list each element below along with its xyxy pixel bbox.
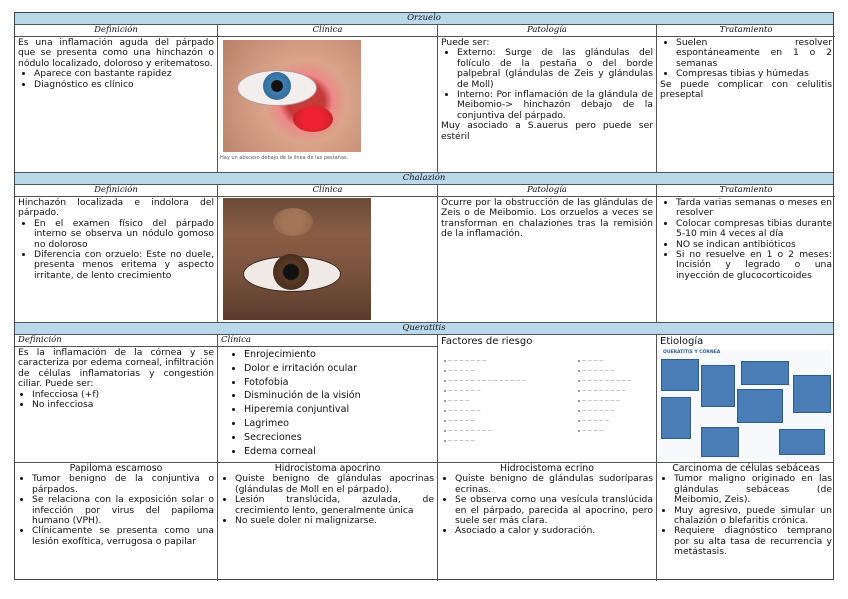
- etiologia-title: Etiología: [660, 336, 704, 347]
- tumor-cell-hidrocistoma-ecrino: [438, 463, 657, 581]
- orzuelo-tratamiento-cell: [657, 25, 835, 172]
- tumor-cell-papiloma: [15, 463, 218, 581]
- chalazion-definicion-text: [15, 197, 217, 282]
- factores-riesgo-title: Factores de riesgo: [441, 336, 533, 347]
- section-band-chalazion: Chalazión: [15, 173, 833, 185]
- chalazion-patologia-cell: [438, 185, 657, 322]
- orzuelo-clinica-header: Clínica: [218, 25, 437, 37]
- tumor-item: • Se observa como una vesícula translúcida en el párpado, parecida al apocrino, pero suele ser más clara.: [455, 495, 653, 526]
- tumor-text: [15, 463, 217, 548]
- chalazion-tratamiento-text: [657, 197, 835, 282]
- section-band-queratitis: Queratitis: [15, 323, 833, 335]
- chalazion-row: [15, 185, 833, 323]
- chalazion-tratamiento-item: • NO se indican antibióticos: [676, 240, 832, 250]
- etiologia-box: [737, 389, 783, 423]
- queratitis-definicion-header: Definición: [15, 335, 217, 347]
- tumor-item: • Requiere diagnóstico temprano por su alta tasa de recurrencia y metástasis.: [674, 526, 832, 557]
- queratitis-definicion-intro: Es la inflamación de la córnea y se caracteriza por edema corneal, infiltración de células inflamatorias y congestión ciliar. Puede ser:: [18, 347, 214, 390]
- orzuelo-patologia-outro: Muy asociado a S.auerus pero puede ser estéril: [441, 120, 653, 142]
- tumor-item: • Lesión translúcida, azulada, de crecimiento lento, generalmente única: [235, 495, 434, 516]
- etiologia-box: [701, 365, 735, 407]
- orzuelo-patologia-item: • Externo: Surge de las glándulas del folículo de la pestaña o del borde palpebral (glándulas de Zeis y glándulas de Moll): [457, 48, 653, 90]
- etiologia-box: [741, 361, 789, 385]
- orzuelo-row: [15, 25, 833, 173]
- stye-eye-photo: [223, 40, 361, 152]
- orzuelo-definicion-cell: [15, 25, 218, 172]
- tumor-item: • Clínicamente se presenta como una lesión exofítica, verrugosa o papilar: [32, 526, 214, 547]
- tumor-item: • Tumor benigno de la conjuntiva o párpados.: [32, 474, 214, 495]
- chalazion-tratamiento-cell: [657, 185, 835, 322]
- orzuelo-tratamiento-text: [657, 37, 835, 101]
- orzuelo-clinica-cell: [218, 25, 438, 172]
- orzuelo-tratamiento-outro: Se puede complicar con celulitis preseptal: [660, 78, 832, 101]
- orzuelo-patologia-cell: [438, 25, 657, 172]
- queratitis-factores-cell: [438, 335, 657, 462]
- orzuelo-tratamiento-item: • Compresas tibias y húmedas: [676, 69, 832, 79]
- etiologia-box: [701, 427, 739, 457]
- chalazion-patologia-header: Patología: [438, 185, 656, 197]
- etiologia-box: [661, 397, 691, 439]
- queratitis-definicion-cell: [15, 335, 218, 462]
- tumor-item: • Se relaciona con la exposición solar o infección por virus del papiloma humano (VPH).: [32, 495, 214, 526]
- queratitis-clinica-item: • Dolor e irritación ocular: [244, 362, 434, 376]
- chalazion-tratamiento-header: Tratamiento: [657, 185, 835, 197]
- orzuelo-patologia-item: • Interno: Por inflamación de la glándula de Meibomio-> hinchazón debajo de la conjuntiva del párpado.: [457, 90, 653, 121]
- section-band-orzuelo: Orzuelo: [15, 13, 833, 25]
- queratitis-clinica-item: • Hiperemia conjuntival: [244, 403, 434, 417]
- chalazion-definicion-intro: Hinchazón localizada e indolora del párpado.: [18, 197, 214, 219]
- tumor-item: • Asociado a calor y sudoración.: [455, 526, 653, 536]
- chalazion-patologia-text: Ocurre por la obstrucción de las glándulas de Zeis o de Meibomio. Los orzuelos a veces se transforman en chalaziones tras la remisión de la inflamación.: [441, 197, 653, 240]
- queratitis-clinica-header: Clínica: [218, 335, 437, 347]
- tumores-row: [15, 463, 833, 581]
- orzuelo-tratamiento-header: Tratamiento: [657, 25, 835, 37]
- chalazion-definicion-header: Definición: [15, 185, 217, 197]
- chalazion-definicion-item: • En el examen físico del párpado interno se observa un nódulo gomoso no doloroso: [34, 219, 214, 250]
- queratitis-clinica-item: • Edema corneal: [244, 445, 434, 459]
- queratitis-clinica-text: [218, 347, 437, 459]
- tumor-title: Carcinoma de células sebáceas: [672, 463, 820, 474]
- queratitis-definicion-text: [15, 347, 217, 411]
- tumor-title: Hidrocistoma ecrino: [500, 463, 594, 474]
- orzuelo-definicion-header: Definición: [15, 25, 217, 37]
- queratitis-clinica-item: • Fotofobia: [244, 376, 434, 390]
- chalazion-tratamiento-item: • Tarda varias semanas o meses en resolver: [676, 198, 832, 219]
- tumor-item: • Tumor maligno originado en las glándulas sebáceas (de Meibomio, Zeis).: [674, 474, 832, 505]
- chalazion-definicion-item: • Diferencia con orzuelo: Este no duele, presenta menos eritema y aspecto irritante, de lento crecimiento: [34, 250, 214, 281]
- queratitis-clinica-item: • Enrojecimiento: [244, 348, 434, 362]
- queratitis-clinica-cell: [218, 335, 438, 462]
- tumor-cell-carcinoma-sebaceo: [657, 463, 835, 581]
- tumor-text: [657, 463, 835, 559]
- tumor-text: [438, 463, 656, 538]
- tumor-item: • Muy agresivo, puede simular un chalazión o blefaritis crónica.: [674, 506, 832, 527]
- chalazion-tratamiento-item: • Si no resuelve en 1 o 2 meses: Incisión y legrado o una inyección de glucocorticoides: [676, 250, 832, 281]
- orzuelo-definicion-intro: Es una inflamación aguda del párpado que se presenta como una hinchazón o nódulo localizado, doloroso y eritematoso.: [18, 37, 214, 69]
- orzuelo-tratamiento-item: • Suelen resolver espontáneamente en 1 o 2 semanas: [676, 38, 832, 69]
- orzuelo-definicion-text: [15, 37, 217, 91]
- orzuelo-patologia-intro: Puede ser:: [441, 37, 490, 48]
- etiologia-box: [779, 429, 825, 455]
- summary-table: [14, 12, 834, 580]
- etiologia-diagram: [659, 349, 831, 459]
- orzuelo-definicion-item: • Aparece con bastante rapidez: [34, 69, 214, 79]
- queratitis-row: [15, 335, 833, 463]
- chalazion-eye-photo: [223, 198, 371, 320]
- orzuelo-patologia-text: [438, 37, 656, 143]
- queratitis-clinica-item: • Lagrimeo: [244, 417, 434, 431]
- chalazion-clinica-header: Clínica: [218, 185, 437, 197]
- tumor-cell-hidrocistoma-apocrino: [218, 463, 438, 581]
- queratitis-clinica-item: • Secreciones: [244, 431, 434, 445]
- queratitis-definicion-item: • No infecciosa: [32, 400, 214, 410]
- tumor-item: • Quiste benigno de glándulas sudoríparas ecrinas.: [455, 474, 653, 495]
- chalazion-tratamiento-item: • Colocar compresas tibias durante 5-10 min 4 veces al día: [676, 219, 832, 240]
- chalazion-definicion-cell: [15, 185, 218, 322]
- etiologia-diagram-title: QUERATITIS Y CÓRNEA: [663, 350, 721, 355]
- queratitis-etiologia-cell: [657, 335, 835, 462]
- chalazion-clinica-cell: [218, 185, 438, 322]
- tumor-title: Papiloma escamoso: [69, 463, 163, 474]
- etiologia-box: [793, 375, 831, 413]
- factores-riesgo-image: — — — — — — — — — — — — — — — — — — — — — — — — — — — — — — — — — — — — — — — — — — — — — — — — — — — — — — — — — — — — — — — — — — — — — — — — — — — — — — — — — — — — — — — — — — — — — — — — — — — — — — — — — — — — —: [438, 349, 657, 459]
- etiologia-box: [661, 359, 699, 391]
- orzuelo-patologia-header: Patología: [438, 25, 656, 37]
- stye-photo-caption: Hay un absceso debajo de la línea de las pestañas.: [220, 155, 349, 161]
- tumor-title: Hidrocistoma apocrino: [274, 463, 381, 474]
- queratitis-clinica-item: • Disminución de la visión: [244, 389, 434, 403]
- orzuelo-definicion-item: • Diagnóstico es clínico: [34, 80, 214, 90]
- tumor-item: • Quiste benigno de glándulas apocrinas (glándulas de Moll en el párpado).: [235, 474, 434, 495]
- tumor-text: [218, 463, 437, 527]
- tumor-item: • No suele doler ni malignizarse.: [235, 516, 434, 526]
- queratitis-definicion-item: • Infecciosa (+f): [32, 390, 214, 400]
